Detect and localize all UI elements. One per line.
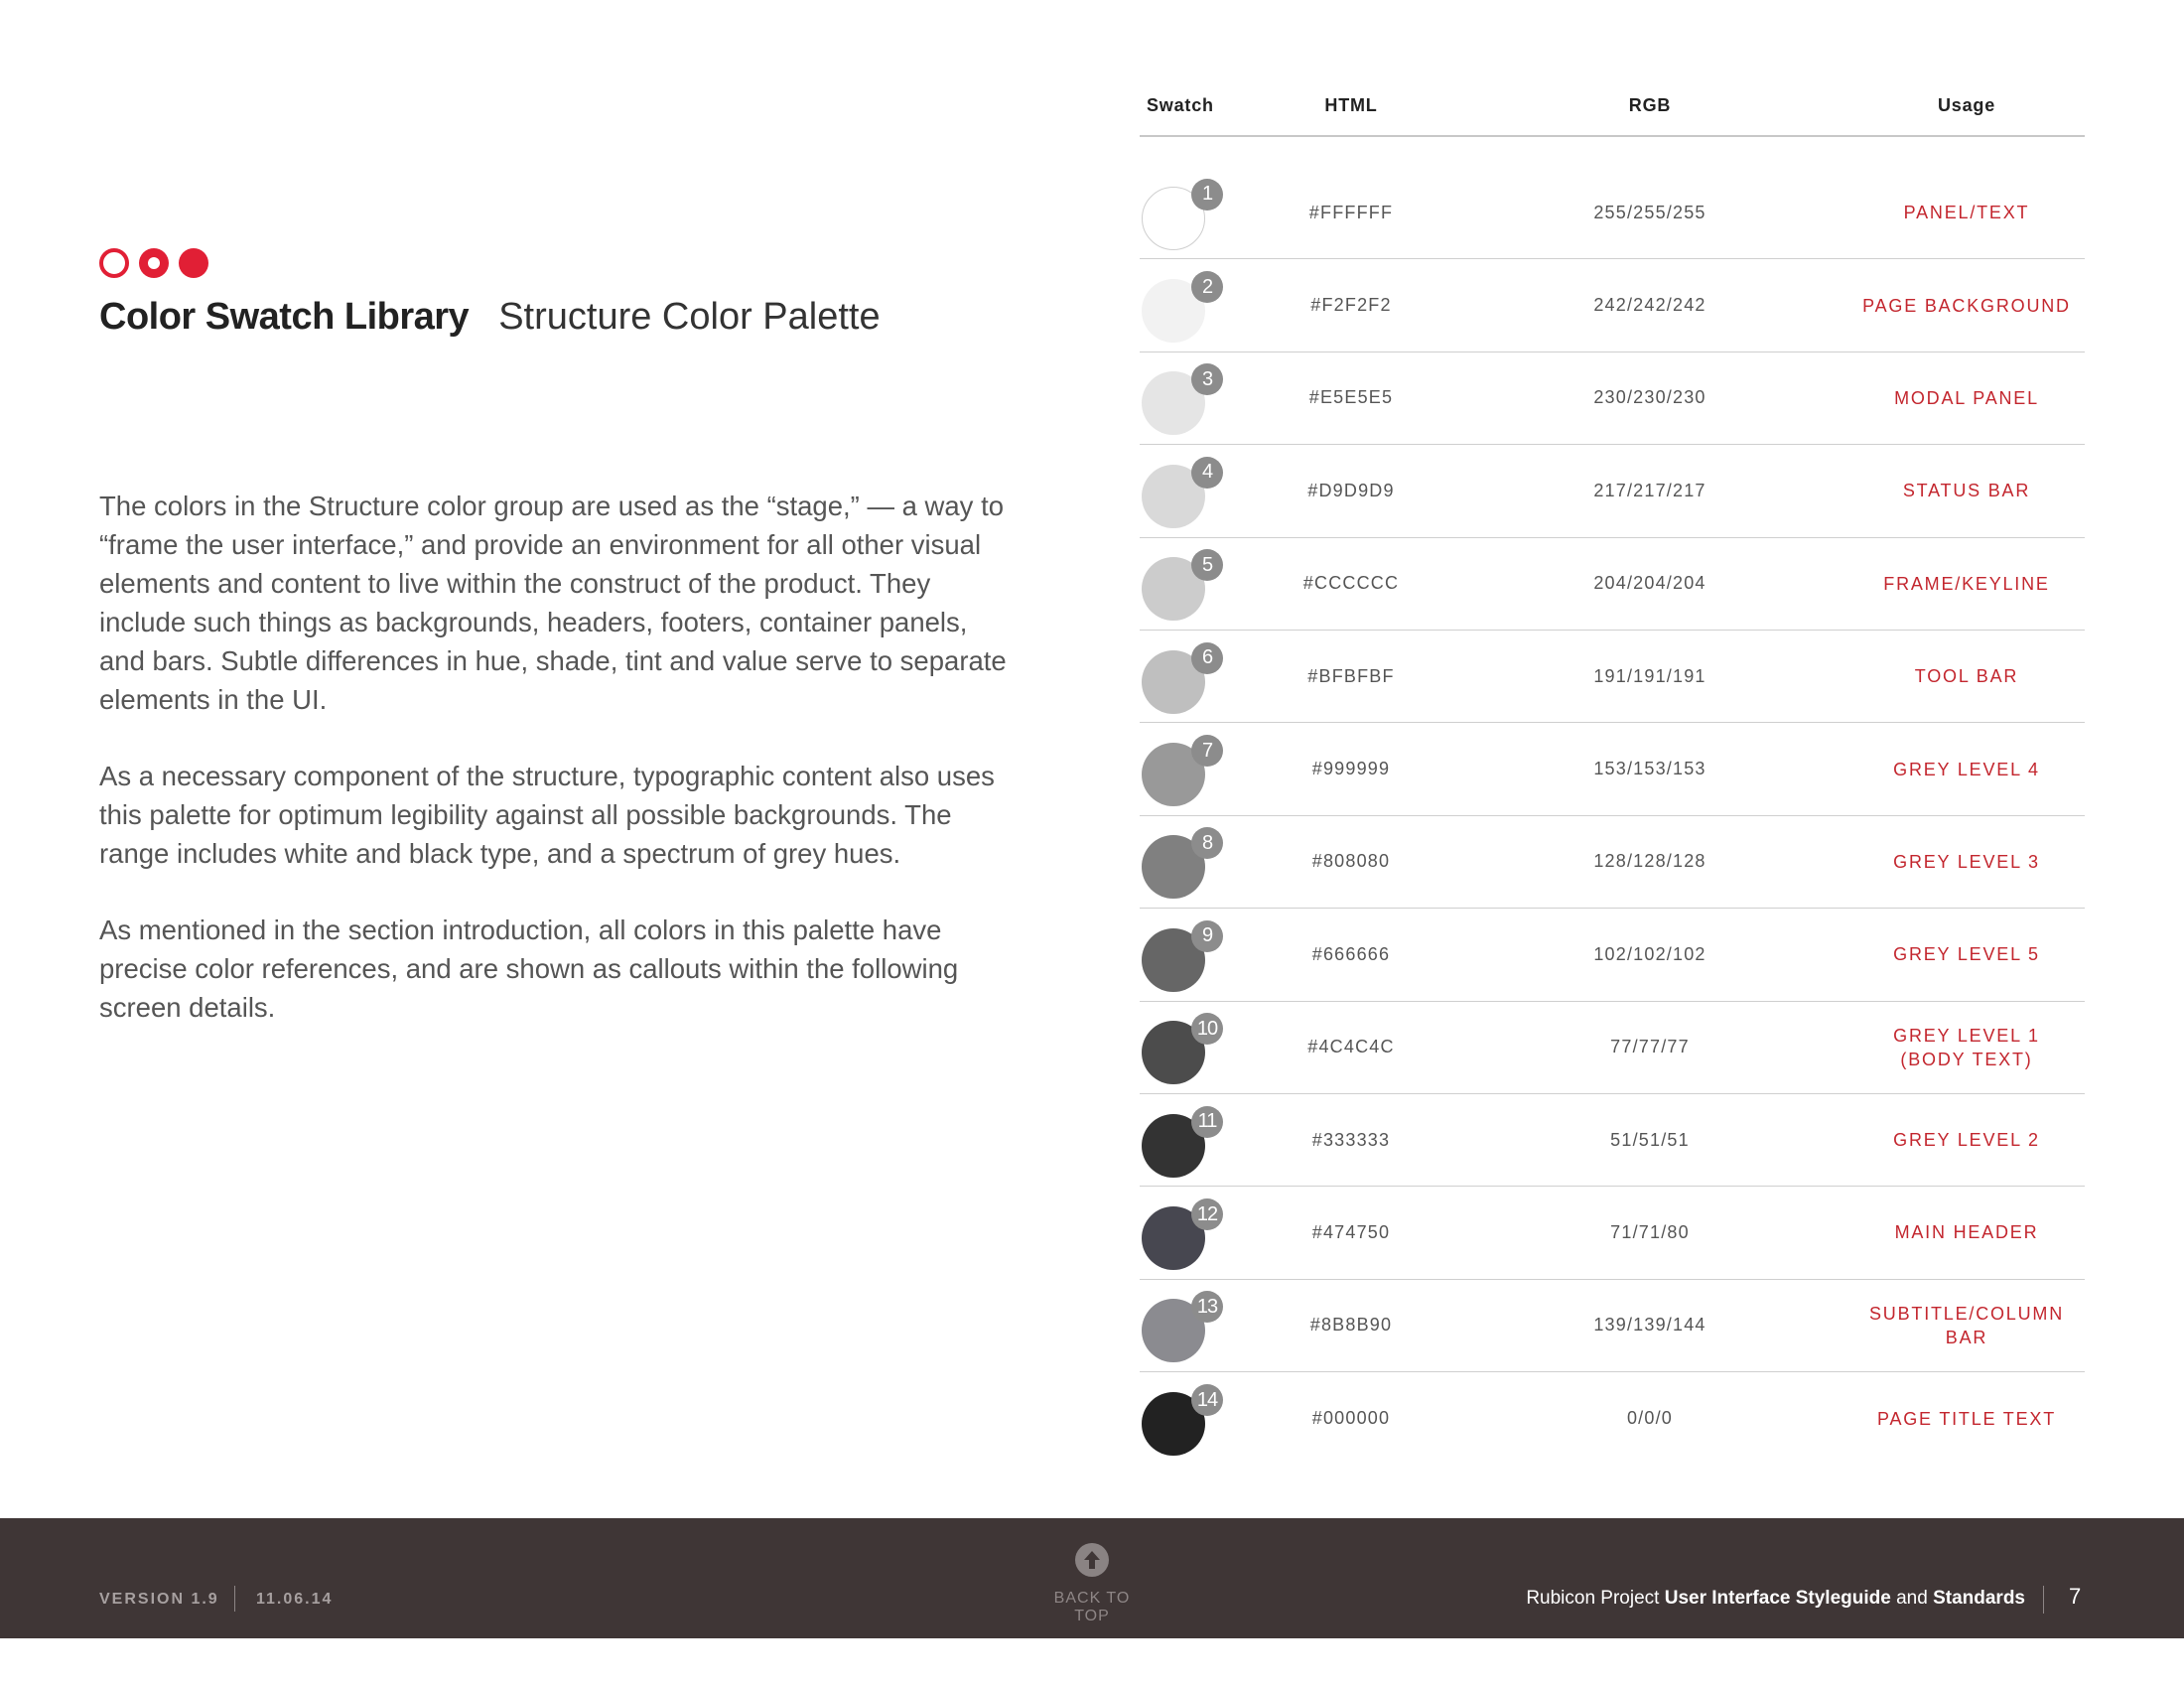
table-row	[1140, 167, 2085, 259]
rgb-value: 0/0/0	[1626, 1408, 1674, 1429]
table-row	[1140, 259, 2085, 352]
back-to-top-link[interactable]: BACK TO TOP	[1053, 1590, 1131, 1624]
swatch-cell	[1140, 167, 1251, 259]
doc-title-prefix: Rubicon Project	[1526, 1588, 1660, 1609]
table-row	[1140, 909, 2085, 1001]
doc-title-bold2: Standards	[1933, 1588, 2025, 1609]
rgb-value: 77/77/77	[1610, 1037, 1690, 1057]
arrow-up-icon[interactable]	[1075, 1543, 1109, 1577]
usage-value: GREY LEVEL 4	[1893, 759, 2040, 779]
html-value: #4C4C4C	[1307, 1037, 1395, 1057]
usage-value: TOOL BAR	[1914, 666, 2019, 687]
footer	[0, 1518, 2184, 1638]
usage-value: STATUS BAR	[1902, 481, 2031, 501]
usage-value: GREY LEVEL 3	[1893, 851, 2040, 872]
swatch-number-badge: 12	[1191, 1198, 1223, 1230]
table-header	[1140, 95, 2085, 137]
html-value: #D9D9D9	[1307, 480, 1395, 500]
table-row	[1140, 1094, 2085, 1187]
usage-value: FRAME/KEYLINE	[1883, 573, 2050, 594]
body-text	[99, 487, 1013, 1064]
usage-value: GREY LEVEL 1 (BODY TEXT)	[1893, 1025, 2040, 1069]
swatch-cell	[1140, 723, 1251, 815]
doc-title-bold: User Interface Styleguide	[1664, 1588, 1891, 1609]
table-row	[1140, 1002, 2085, 1094]
table-row	[1140, 723, 2085, 815]
swatch-cell	[1140, 1094, 1251, 1187]
paragraph: The colors in the Structure color group are used as the “stage,” — a way to “frame the user interface,” and provide an environment for all other visual elements and content to live within the construct of the product. They include such things as backgrounds, headers, footers, container panels, and bars. Subtle differences in hue, shade, tint and value serve to separate elements in the UI.	[99, 491, 1007, 715]
swatch-cell	[1140, 1279, 1251, 1371]
rgb-value: 71/71/80	[1610, 1221, 1690, 1242]
html-value: #474750	[1311, 1221, 1391, 1242]
swatch-cell	[1140, 909, 1251, 1001]
swatch-number-badge: 5	[1191, 549, 1223, 581]
page-number: 7	[2069, 1584, 2082, 1609]
table-row	[1140, 1187, 2085, 1279]
html-value: #F2F2F2	[1310, 295, 1392, 316]
swatch-number-badge: 1	[1191, 179, 1223, 211]
rgb-value: 230/230/230	[1593, 387, 1706, 408]
section-dots-icon	[99, 248, 208, 278]
header-rgb: RGB	[1628, 95, 1672, 115]
rgb-value: 153/153/153	[1593, 759, 1706, 779]
swatch-number-badge: 4	[1191, 457, 1223, 489]
rgb-value: 242/242/242	[1593, 295, 1706, 316]
doc-title-mid: and	[1896, 1588, 1928, 1609]
html-value: #666666	[1311, 943, 1391, 964]
html-value: #FFFFFF	[1308, 202, 1394, 222]
rgb-value: 139/139/144	[1593, 1315, 1706, 1336]
swatch-cell	[1140, 445, 1251, 537]
html-value: #999999	[1311, 759, 1391, 779]
table-body	[1140, 167, 2085, 1465]
footer-divider	[234, 1586, 235, 1612]
swatch-cell	[1140, 537, 1251, 630]
table-row	[1140, 352, 2085, 445]
swatch-cell	[1140, 1001, 1251, 1093]
dot-filled-icon	[179, 248, 208, 278]
table-row	[1140, 631, 2085, 723]
usage-value: PAGE BACKGROUND	[1862, 295, 2071, 316]
title-main: Color Swatch Library	[99, 296, 470, 338]
page-title	[99, 296, 881, 339]
swatch-cell	[1140, 1372, 1251, 1465]
swatch-number-badge: 14	[1191, 1384, 1223, 1416]
usage-value: MODAL PANEL	[1894, 387, 2039, 408]
rgb-value: 128/128/128	[1593, 851, 1706, 872]
title-sub: Structure Color Palette	[498, 296, 881, 338]
swatch-number-badge: 3	[1191, 363, 1223, 395]
swatch-number-badge: 10	[1191, 1013, 1223, 1045]
html-value: #333333	[1311, 1129, 1391, 1150]
swatch-number-badge: 6	[1191, 642, 1223, 674]
rgb-value: 255/255/255	[1593, 202, 1706, 222]
swatch-number-badge: 2	[1191, 271, 1223, 303]
header-html: HTML	[1324, 95, 1378, 115]
html-value: #BFBFBF	[1307, 665, 1395, 686]
table-row	[1140, 816, 2085, 909]
html-value: #000000	[1311, 1408, 1391, 1429]
swatch-cell	[1140, 1187, 1251, 1279]
header-usage: Usage	[1937, 95, 1996, 115]
html-value: #CCCCCC	[1302, 573, 1400, 594]
rgb-value: 51/51/51	[1610, 1129, 1690, 1150]
paragraph: As a necessary component of the structure, typographic content also uses this palette for optimum legibility against all possible backgrounds. The range includes white and black type, and a spectrum of grey hues.	[99, 761, 995, 869]
swatch-cell	[1140, 259, 1251, 352]
usage-value: GREY LEVEL 5	[1893, 944, 2040, 965]
rgb-value: 217/217/217	[1593, 480, 1706, 500]
usage-value: GREY LEVEL 2	[1893, 1130, 2040, 1151]
usage-value: PANEL/TEXT	[1903, 203, 2030, 223]
swatch-cell	[1140, 815, 1251, 908]
html-value: #E5E5E5	[1308, 387, 1394, 408]
dot-outline-icon	[99, 248, 129, 278]
header-swatch: Swatch	[1147, 95, 1214, 115]
table-row	[1140, 538, 2085, 631]
rgb-value: 102/102/102	[1593, 943, 1706, 964]
usage-value: PAGE TITLE TEXT	[1876, 1408, 2057, 1429]
swatch-cell	[1140, 352, 1251, 444]
rgb-value: 204/204/204	[1593, 573, 1706, 594]
table-row	[1140, 1372, 2085, 1465]
swatch-number-badge: 13	[1191, 1291, 1223, 1323]
footer-doc-title	[1526, 1588, 2025, 1610]
swatch-table	[1140, 95, 2085, 1465]
html-value: #8B8B90	[1309, 1315, 1393, 1336]
html-value: #808080	[1311, 851, 1391, 872]
usage-value: MAIN HEADER	[1894, 1222, 2039, 1243]
paragraph: As mentioned in the section introduction, all colors in this palette have precise color references, and are shown as callouts within the following screen details.	[99, 914, 959, 1023]
swatch-number-badge: 11	[1191, 1106, 1223, 1138]
swatch-number-badge: 9	[1191, 920, 1223, 952]
footer-divider	[2043, 1586, 2044, 1614]
swatch-number-badge: 8	[1191, 827, 1223, 859]
table-row	[1140, 1280, 2085, 1372]
swatch-number-badge: 7	[1191, 735, 1223, 767]
dot-ring-icon	[139, 248, 169, 278]
footer-version: VERSION 1.9	[99, 1591, 219, 1608]
usage-value: SUBTITLE/COLUMN BAR	[1868, 1303, 2065, 1347]
swatch-cell	[1140, 631, 1251, 723]
rgb-value: 191/191/191	[1593, 665, 1706, 686]
footer-date: 11.06.14	[256, 1591, 334, 1608]
table-row	[1140, 445, 2085, 537]
